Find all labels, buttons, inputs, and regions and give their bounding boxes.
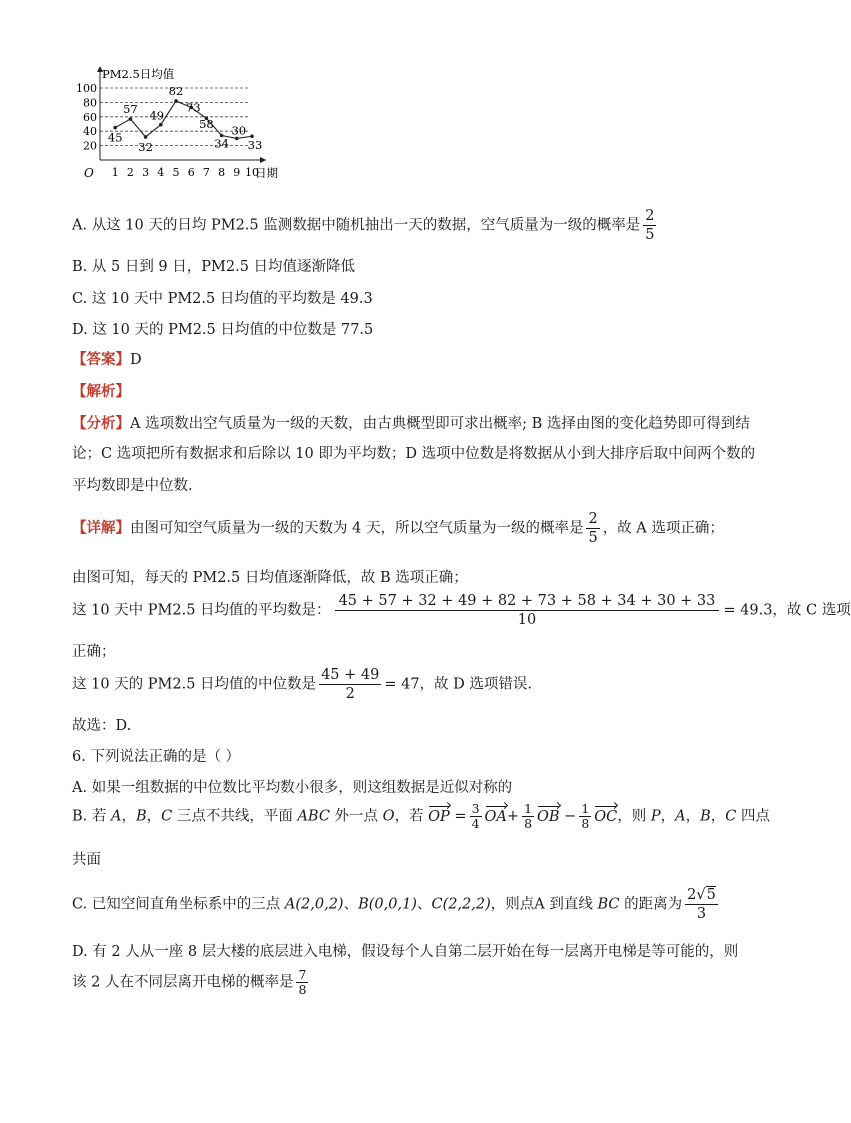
x-tick-7: 7 [202,166,210,179]
point-c-coords: C(2,2,2) [431,896,491,913]
q6-option-a: A. 如果一组数据的中位数比平均数小很多，则这组数据是近似对称的 [72,780,513,796]
vector-oc: OC [594,808,618,825]
y-tick-20: 20 [83,139,97,153]
q6-b-text: ，若 [394,808,429,825]
frac-den: 4 [471,816,480,831]
x-tick-3: 3 [142,166,150,179]
frac-num: 2√5 [687,887,716,903]
data-label-8: 34 [214,136,229,151]
data-point-5 [174,99,178,103]
x-tick-9: 9 [233,166,241,179]
chart-origin-label: O [84,166,94,180]
point-a: A [675,808,686,825]
q5-analysis-label [72,380,130,401]
point-a: A [110,808,122,825]
frac-den: 10 [517,612,537,628]
data-label-10: 33 [247,138,263,153]
data-label-2: 57 [123,101,138,116]
x-axis-arrow [260,157,266,163]
frac-den: 5 [588,530,598,546]
y-tick-100: 100 [76,82,97,95]
point-b: B [700,808,711,825]
q6-option-d-line2 [72,968,311,997]
radicand: 5 [706,887,716,903]
data-label-1: 45 [107,130,123,145]
data-label-7: 58 [199,117,214,132]
fenxi-text-1: A 选项数出空气质量为一级的天数，由古典概型即可求出概率; B 选择由图的变化趋势即可得到结 [130,416,750,432]
point-a-coords: A(2,0,2) [284,896,344,913]
data-label-5: 82 [168,83,184,98]
point-p: P [650,808,661,825]
distance-fraction [685,886,718,923]
coef-3-4 [470,802,482,831]
frac-den: 8 [581,816,590,831]
data-point-2 [129,117,133,121]
data-point-3 [144,135,148,139]
answer-label: 【答案】 [72,351,130,368]
frac-num: 1 [581,801,590,816]
coef-1-8 [522,802,534,831]
vector-oa: OA [484,808,507,825]
x-tick-8: 8 [218,166,226,179]
q6-b-text: 四点 [736,808,770,825]
plane-abc: ABC [297,808,330,825]
q5-option-c: C. 这 10 天中 PM2.5 日均值的平均数是 49.3 [72,291,373,307]
q5-fenxi-line3: 平均数即是中位数. [72,478,193,494]
data-label-9: 30 [231,123,247,138]
frac-num: 2 [588,511,598,527]
analysis-label: 【解析】 [72,383,130,400]
vector-ob: OB [537,808,560,825]
x-tick-6: 6 [187,166,195,179]
xiangjie-fraction [586,510,599,547]
mean-fraction [335,592,720,629]
chart-xlabel: 日期 [255,166,278,180]
pm25-line-chart [70,60,290,185]
q5-choose: 故选：D. [72,718,132,734]
frac-den: 3 [696,906,707,922]
q5-line-c-cont: 正确； [72,644,116,660]
point-c: C [725,808,737,825]
q6-b-text: 三点不共线，平面 [172,808,298,825]
q5-answer [72,348,142,369]
x-tick-2: 2 [126,166,134,179]
frac-den: 5 [645,227,655,243]
q6-b-text: B. 若 [72,808,111,825]
frac-num: 2 [645,208,655,224]
y-tick-60: 60 [83,110,97,124]
chart-title: PM2.5日均值 [102,67,175,81]
x-tick-10: 10 [245,166,259,179]
q6-stem: 6. 下列说法正确的是（ ） [72,749,241,765]
q5-fenxi-line1 [72,412,750,433]
q5-fenxi-line2: 论；C 选项把所有数据求和后除以 10 即为平均数；D 选项中位数是将数据从小到大排序后取中间两个数的 [72,446,756,462]
data-label-6: 73 [185,100,201,115]
frac-num: 7 [298,967,307,982]
coef: 2 [687,887,697,903]
median-fraction [319,666,381,703]
point-b-coords: B(0,0,1) [358,896,417,913]
y-tick-80: 80 [83,96,97,110]
xiangjie-text-1a: 由图可知空气质量为一级的天数为 4 天，所以空气质量为一级的概率是 [130,520,584,537]
q6-b-text: 外一点 [329,808,383,825]
point-o: O [382,808,395,825]
q6-option-b: B. 若 A，B，C 三点不共线，平面 ABC 外一点 O，若 OP = $\frac{3}{4}$ OA+ $\frac{1}{8}$ OB − $\frac{1}{8}$ OC，则 P，A，B，C 四点 [72,801,770,831]
point-b: B [135,808,147,825]
q5-xiangjie-line1 [72,510,724,547]
y-tick-40: 40 [83,125,97,139]
answer-value: D [130,352,142,368]
data-point-4 [159,123,163,127]
q5-option-a-text: A. 从这 10 天的日均 PM2.5 监测数据中随机抽出一天的数据，空气质量为一级的概率是 [72,217,641,234]
vector-op: OP [428,808,450,825]
q6-option-d-line1: D. 有 2 人从一座 8 层大楼的底层进入电梯，假设每个人自第二层开始在每一层离开电梯是等可能的，则 [72,944,739,960]
q6-c-text: 的距离为 [619,896,683,913]
fenxi-label: 【分析】 [72,415,130,432]
line-d-pre: 这 10 天的 PM2.5 日均值的中位数是 [72,676,317,693]
data-label-4: 49 [149,108,165,123]
frac-den: 8 [298,982,307,997]
point-c: C [161,808,173,825]
probability-fraction [296,968,308,997]
q5-option-a [72,207,659,244]
data-point-1 [113,126,117,130]
xiangjie-text-1b: ，故 A 选项正确； [602,520,724,537]
q5-line-d [72,666,532,703]
frac-den: 8 [524,816,533,831]
q6-option-b-cont: 共面 [72,852,101,868]
q5-option-a-fraction [643,207,656,244]
coef-1-8-b [579,802,591,831]
xiangjie-label: 【详解】 [72,519,130,537]
line-bc: BC [597,896,620,913]
frac-den: 2 [345,686,355,702]
x-tick-1: 1 [111,166,119,179]
frac-num: 3 [471,801,480,816]
x-tick-5: 5 [172,166,180,179]
q6-c-text: C. 已知空间直角坐标系中的三点 [72,896,285,913]
line-d-post: = 47，故 D 选项错误. [384,676,533,693]
frac-num: 45 + 49 [321,667,380,683]
q5-option-b: B. 从 5 日到 9 日，PM2.5 日均值逐渐降低 [72,259,356,275]
q5-option-d: D. 这 10 天的 PM2.5 日均值的中位数是 77.5 [72,322,374,338]
line-c-pre: 这 10 天中 PM2.5 日均值的平均数是： [72,602,331,619]
line-c-post: = 49.3，故 C 选项 [723,602,851,619]
x-tick-4: 4 [157,166,165,179]
q6-d-text: 该 2 人在不同层离开电梯的概率是 [72,974,294,991]
q6-b-text: ，则 [617,808,651,825]
frac-num: 45 + 57 + 32 + 49 + 82 + 73 + 58 + 34 + 30 + 33 [335,592,720,611]
q5-line-c [72,592,851,629]
q6-c-text: ，则点A 到直线 [490,896,598,913]
frac-num: 1 [524,801,533,816]
q6-option-c: C. 已知空间直角坐标系中的三点 A(2,0,2)、B(0,0,1)、C(2,2,2)，则点A 到直线 BC 的距离为 $\frac{2√5}{3}$ [72,887,716,922]
q5-line-b: 由图可知，每天的 PM2.5 日均值逐渐降低，故 B 选项正确； [72,570,468,586]
data-label-3: 32 [138,139,153,154]
